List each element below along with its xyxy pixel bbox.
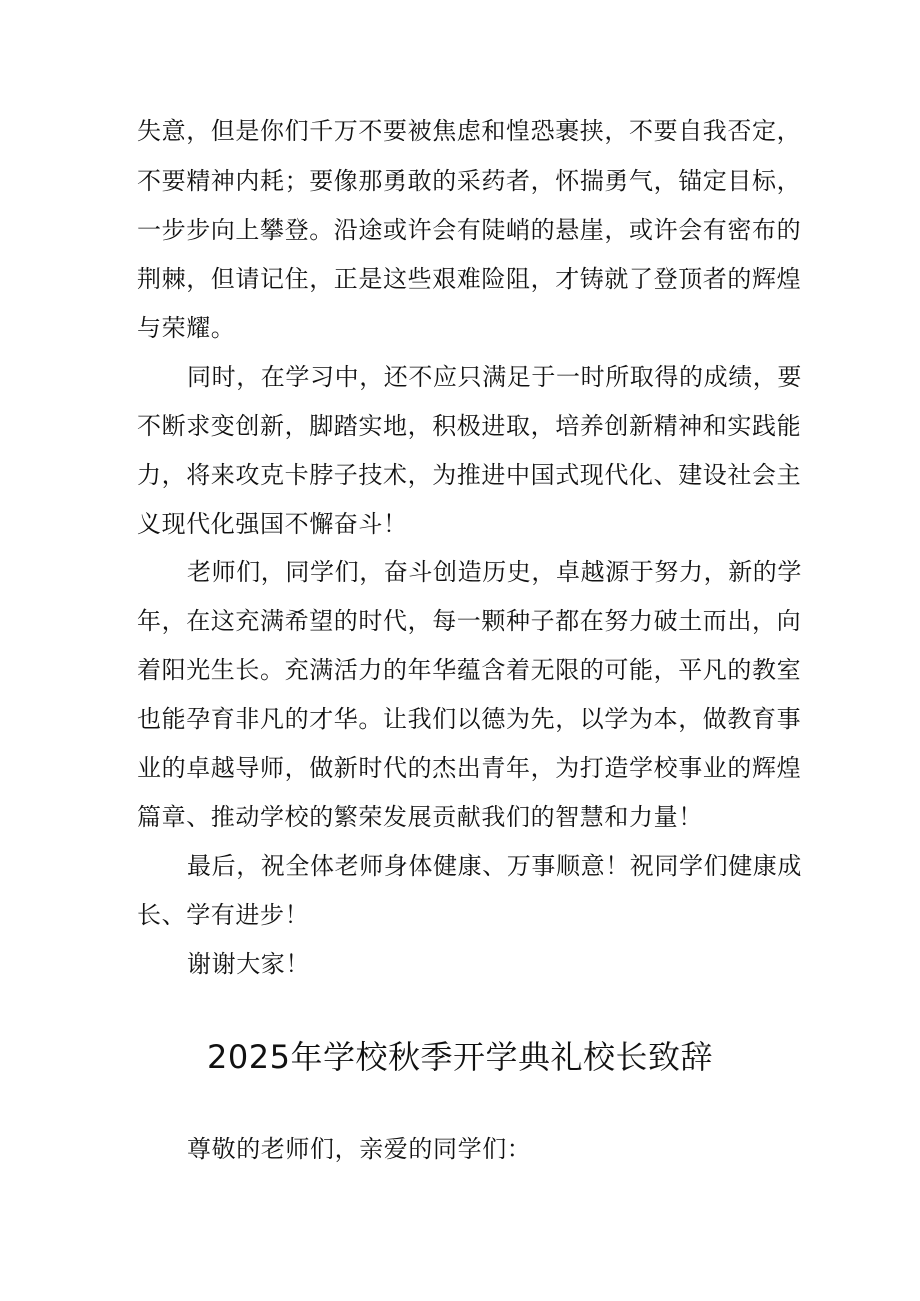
paragraph-line: 义现代化强国不懈奋斗！ [137, 510, 408, 538]
paragraph-line: 一步步向上攀登。沿途或许会有陡峭的悬崖，或许会有密布的 [137, 216, 802, 244]
paragraph-line: 篇章、推动学校的繁荣发展贡献我们的智慧和力量！ [137, 803, 703, 831]
paragraph-line: 与荣耀。 [137, 314, 236, 342]
paragraph-line: 失意，但是你们千万不要被焦虑和惶恐裹挟，不要自我否定， [137, 117, 802, 145]
paragraph-line: 力，将来攻克卡脖子技术，为推进中国式现代化、建设社会主 [137, 461, 802, 489]
paragraph-line: 同时，在学习中，还不应只满足于一时所取得的成绩，要 [187, 363, 802, 391]
document-title: 2025年学校秋季开学典礼校长致辞 [207, 1038, 713, 1076]
paragraph-line: 着阳光生长。充满活力的年华蕴含着无限的可能，平凡的教室 [137, 656, 802, 684]
paragraph-line: 长、学有进步！ [137, 901, 310, 929]
paragraph-line: 业的卓越导师，做新时代的杰出青年，为打造学校事业的辉煌 [137, 754, 802, 782]
greeting-line: 尊敬的老师们，亲爱的同学们： [187, 1135, 532, 1163]
paragraph-line: 不要精神内耗；要像那勇敢的采药者，怀揣勇气，锚定目标， [137, 167, 802, 195]
paragraph-line: 老师们，同学们，奋斗创造历史，卓越源于努力，新的学 [187, 558, 802, 586]
paragraph-line: 最后，祝全体老师身体健康、万事顺意！祝同学们健康成 [187, 852, 802, 880]
paragraph-line: 年，在这充满希望的时代，每一颗种子都在努力破土而出，向 [137, 607, 802, 635]
paragraph-line: 也能孕育非凡的才华。让我们以德为先，以学为本，做教育事 [137, 705, 802, 733]
paragraph-line: 不断求变创新，脚踏实地，积极进取，培养创新精神和实践能 [137, 412, 802, 440]
closing-line: 谢谢大家！ [187, 950, 310, 978]
paragraph-line: 荆棘，但请记住，正是这些艰难险阻，才铸就了登顶者的辉煌 [137, 265, 802, 293]
